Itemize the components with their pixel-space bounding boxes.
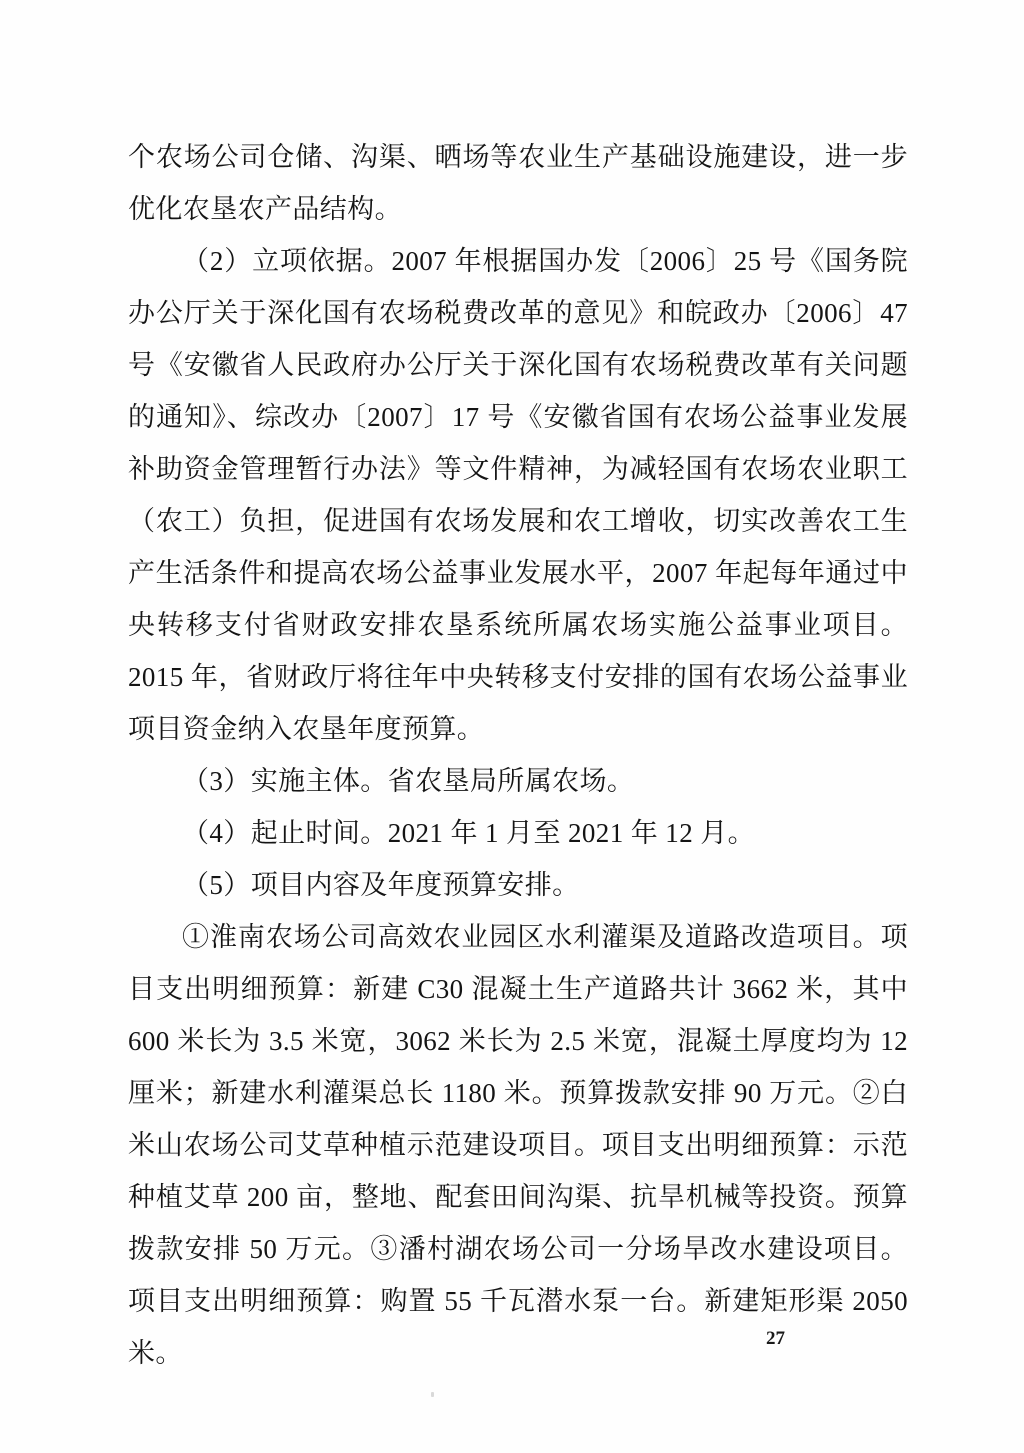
paragraph-project-details: ①淮南农场公司高效农业园区水利灌渠及道路改造项目。项目支出明细预算：新建 C30 混凝土生产道路共计 3662 米，其中 600 米长为 3.5 米宽，3062 米长为 2.5 米宽，混凝土厚度均为 12 厘米；新建水利灌渠总长 1180 米。预算拨款安排 90 万元。②白米山农场公司艾草种植示范建设项目。项目支出明细预算：示范种植艾草 200 亩，整地、配套田间沟渠、抗旱机械等投资。预算拨款安排 50 万元。③潘村湖农场公司一分场旱改水建设项目。项目支出明细预算：购置 55 千瓦潜水泵一台。新建矩形渠 2050 米。 <box>128 922 908 1368</box>
document-body <box>128 131 908 1379</box>
paragraph-continuation: 个农场公司仓储、沟渠、晒场等农业生产基础设施建设，进一步优化农垦农产品结构。 <box>128 142 908 224</box>
scan-artifact-dot <box>431 1392 434 1397</box>
page-number: 27 <box>766 1328 785 1349</box>
paragraph-item-5-budget-heading: （5）项目内容及年度预算安排。 <box>182 870 580 900</box>
paragraph-item-4-timeframe: （4）起止时间。2021 年 1 月至 2021 年 12 月。 <box>182 818 756 848</box>
paragraph-item-3-implementer: （3）实施主体。省农垦局所属农场。 <box>182 766 635 796</box>
paragraph-item-2-basis: （2）立项依据。2007 年根据国办发〔2006〕25 号《国务院办公厅关于深化国有农场税费改革的意见》和皖政办〔2006〕47 号《安徽省人民政府办公厅关于深化国有农场税费改革有关问题的通知》、综改办〔2007〕17 号《安徽省国有农场公益事业发展补助资金管理暂行办法》等文件精神，为减轻国有农场农业职工（农工）负担，促进国有农场发展和农工增收，切实改善农工生产生活条件和提高农场公益事业发展水平，2007 年起每年通过中央转移支付省财政安排农垦系统所属农场实施公益事业项目。2015 年，省财政厅将往年中央转移支付安排的国有农场公益事业项目资金纳入农垦年度预算。 <box>128 246 908 744</box>
